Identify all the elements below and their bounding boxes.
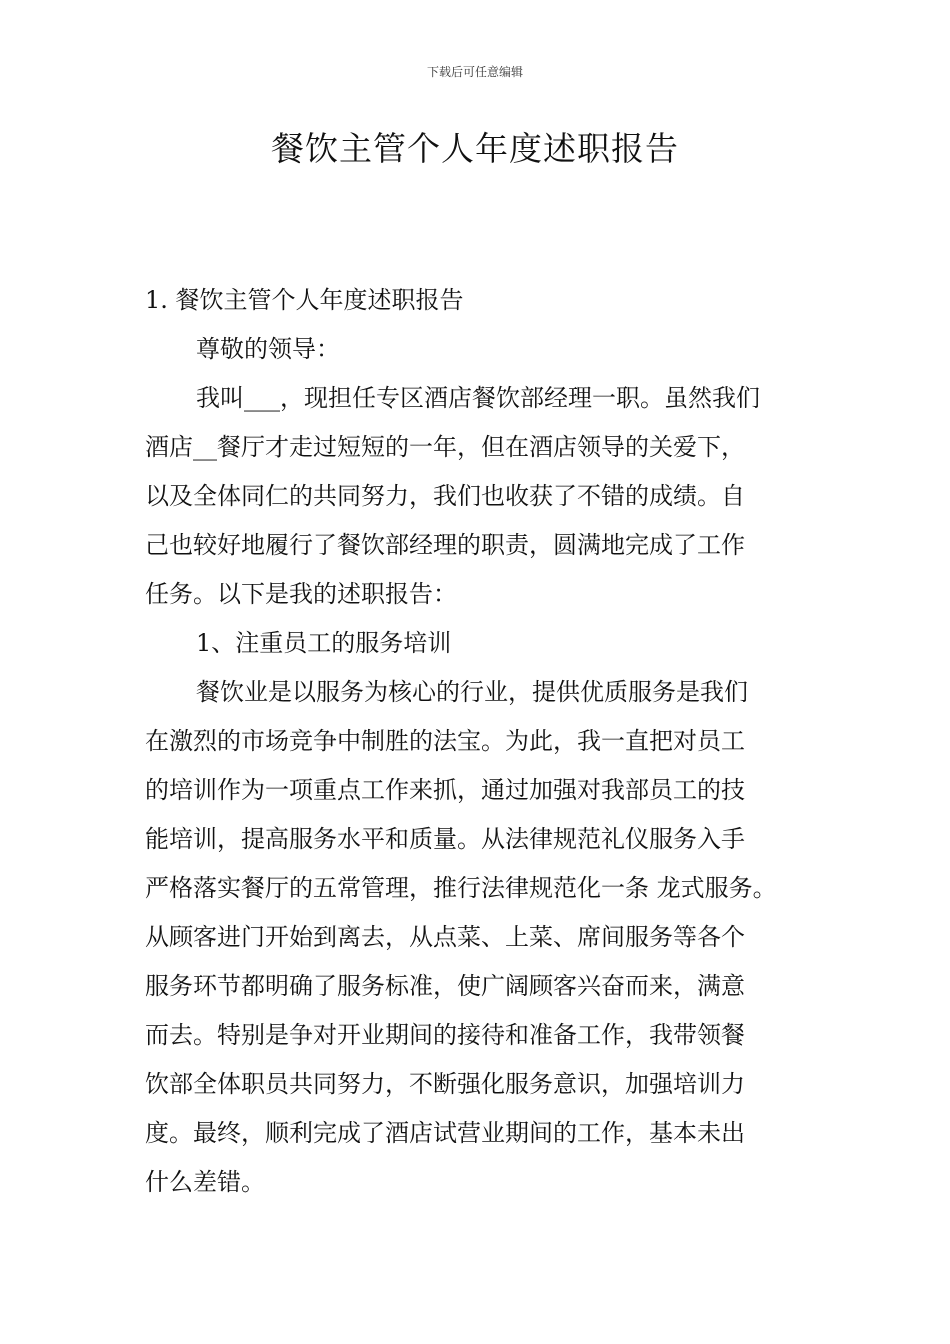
- paragraph-line: 度。最终，顺利完成了酒店试营业期间的工作，基本未出: [145, 1119, 745, 1147]
- document-body: [145, 280, 835, 1211]
- subheading-staff-training: 1、注重员工的服务培训: [196, 629, 452, 657]
- paragraph-line: 以及全体同仁的共同努力，我们也收获了不错的成绩。自: [145, 482, 745, 510]
- paragraph-line: 饮部全体职员共同努力，不断强化服务意识，加强培训力: [145, 1070, 745, 1098]
- paragraph-line: 在激烈的市场竞争中制胜的法宝。为此，我一直把对员工: [145, 727, 745, 755]
- paragraph-line: 任务。以下是我的述职报告：: [145, 580, 457, 608]
- paragraph-line: 的培训作为一项重点工作来抓，通过加强对我部员工的技: [145, 776, 745, 804]
- paragraph-line: 严格落实餐厅的五常管理，推行法律规范化一条 龙式服务。: [145, 874, 777, 902]
- header-note: 下载后可任意编辑: [426, 65, 523, 79]
- paragraph-line: 什么差错。: [145, 1168, 265, 1196]
- section-heading: 1. 餐饮主管个人年度述职报告: [145, 286, 464, 314]
- paragraph-line: 而去。特别是争对开业期间的接待和准备工作，我带领餐: [145, 1021, 745, 1049]
- paragraph-line: 从顾客进门开始到离去，从点菜、上菜、席间服务等各个: [145, 923, 745, 951]
- paragraph-line: 能培训，提高服务水平和质量。从法律规范礼仪服务入手: [145, 825, 745, 853]
- paragraph-line: 我叫___，现担任专区酒店餐饮部经理一职。虽然我们: [196, 384, 760, 412]
- salutation: 尊敬的领导：: [196, 335, 340, 363]
- paragraph-line: 己也较好地履行了餐饮部经理的职责，圆满地完成了工作: [145, 531, 745, 559]
- paragraph-training: [145, 672, 835, 1202]
- document-title: 餐饮主管个人年度述职报告: [271, 129, 679, 168]
- paragraph-line: 酒店__餐厅才走过短短的一年，但在酒店领导的关爱下，: [145, 433, 745, 461]
- paragraph-line: 餐饮业是以服务为核心的行业，提供优质服务是我们: [196, 678, 748, 706]
- paragraph-line: 服务环节都明确了服务标准，使广阔顾客兴奋而来，满意: [145, 972, 745, 1000]
- paragraph-intro: [145, 378, 835, 614]
